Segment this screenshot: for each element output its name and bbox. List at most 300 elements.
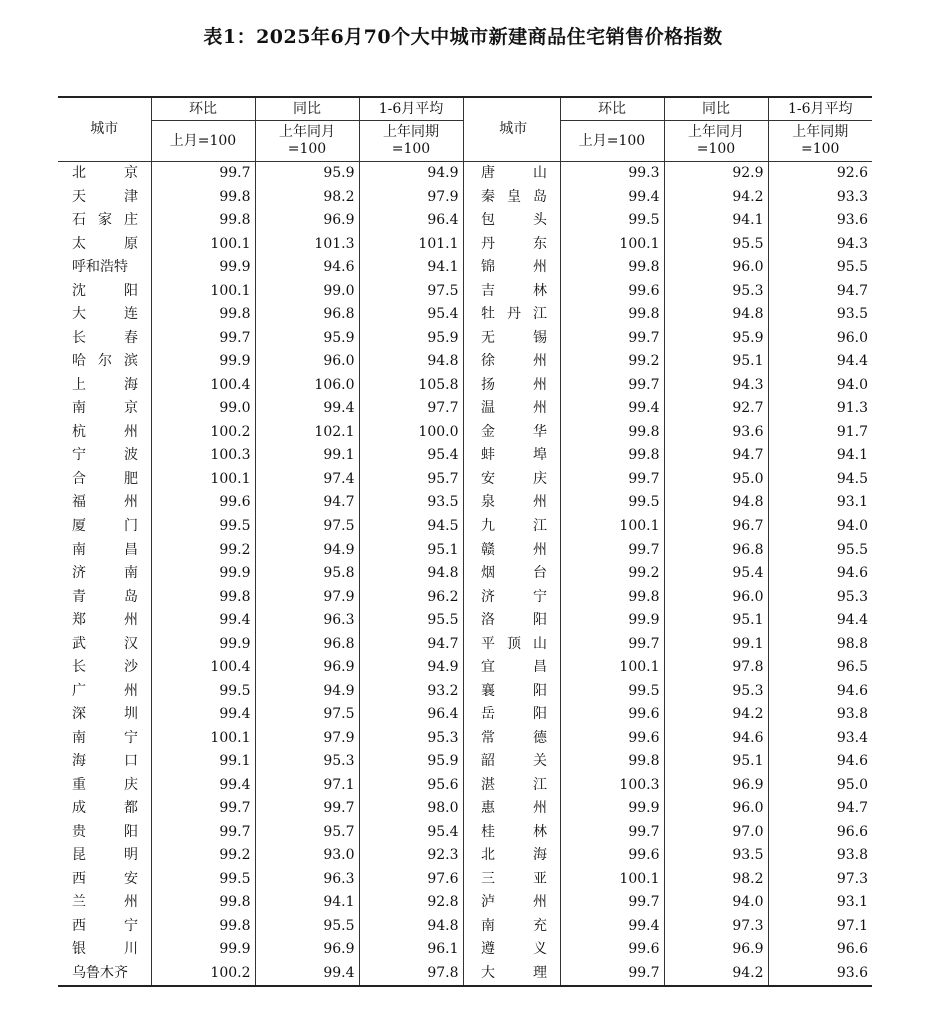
avg-value-right: 96.5	[768, 656, 872, 680]
city-name-right: 丹 东	[481, 235, 547, 252]
city-name-right: 惠 州	[481, 800, 547, 817]
table-row	[58, 327, 872, 351]
mom-value-right: 99.8	[560, 256, 664, 280]
yoy-value-left: 94.9	[255, 679, 359, 703]
header-avg-base-right: 上年同期 =100	[768, 121, 872, 162]
avg-value-right: 96.6	[768, 820, 872, 844]
city-name-right: 三 亚	[481, 870, 547, 887]
yoy-value-right: 95.0	[664, 468, 768, 492]
avg-value-right: 93.8	[768, 703, 872, 727]
table-row	[58, 538, 872, 562]
avg-value-left: 94.9	[359, 162, 463, 186]
yoy-value-right: 96.0	[664, 585, 768, 609]
avg-value-left: 94.8	[359, 562, 463, 586]
table-row	[58, 797, 872, 821]
page-title: 表1：2025年6月70个大中城市新建商品住宅销售价格指数	[203, 26, 723, 48]
table-row	[58, 186, 872, 210]
header-yoy-base-right: 上年同月 =100	[664, 121, 768, 162]
yoy-value-left: 99.7	[255, 797, 359, 821]
mom-value-right: 99.6	[560, 726, 664, 750]
city-name-right: 宜 昌	[481, 659, 547, 676]
avg-value-left: 97.7	[359, 397, 463, 421]
yoy-value-left: 98.2	[255, 186, 359, 210]
avg-value-right: 94.7	[768, 280, 872, 304]
mom-value-right: 99.8	[560, 444, 664, 468]
avg-value-left: 95.9	[359, 750, 463, 774]
header-mom-base-right: 上月=100	[560, 121, 664, 162]
mom-value-right: 99.4	[560, 915, 664, 939]
avg-value-right: 93.1	[768, 491, 872, 515]
yoy-value-right: 95.3	[664, 679, 768, 703]
avg-value-left: 95.9	[359, 327, 463, 351]
mom-value-left: 99.7	[151, 797, 255, 821]
city-name-left: 青 岛	[72, 588, 138, 605]
mom-value-left: 100.3	[151, 444, 255, 468]
table-row	[58, 632, 872, 656]
avg-value-right: 93.5	[768, 303, 872, 327]
mom-value-right: 100.1	[560, 656, 664, 680]
yoy-value-right: 97.3	[664, 915, 768, 939]
mom-value-left: 99.9	[151, 256, 255, 280]
yoy-value-left: 94.6	[255, 256, 359, 280]
city-name-right: 岳 阳	[481, 706, 547, 723]
mom-value-right: 99.7	[560, 374, 664, 398]
table-row	[58, 773, 872, 797]
table-row	[58, 820, 872, 844]
yoy-value-left: 106.0	[255, 374, 359, 398]
mom-value-left: 99.7	[151, 162, 255, 186]
mom-value-left: 99.8	[151, 209, 255, 233]
mom-value-right: 99.2	[560, 350, 664, 374]
mom-value-left: 100.4	[151, 656, 255, 680]
city-name-right: 赣 州	[481, 541, 547, 558]
avg-value-left: 105.8	[359, 374, 463, 398]
yoy-value-left: 96.3	[255, 609, 359, 633]
avg-value-right: 91.7	[768, 421, 872, 445]
yoy-value-left: 96.8	[255, 632, 359, 656]
avg-value-right: 95.3	[768, 585, 872, 609]
city-name-left: 重 庆	[72, 776, 138, 793]
avg-value-left: 96.4	[359, 209, 463, 233]
city-name-left: 海 口	[72, 753, 138, 770]
city-name-left: 成 都	[72, 800, 138, 817]
city-name-left: 兰 州	[72, 894, 138, 911]
table-row	[58, 491, 872, 515]
avg-value-left: 97.8	[359, 962, 463, 987]
mom-value-left: 100.1	[151, 468, 255, 492]
city-name-left: 银 川	[72, 941, 138, 958]
yoy-value-left: 99.1	[255, 444, 359, 468]
mom-value-right: 99.8	[560, 585, 664, 609]
city-name-left: 合 肥	[72, 470, 138, 487]
mom-value-left: 100.1	[151, 280, 255, 304]
city-name-left: 福 州	[72, 494, 138, 511]
mom-value-right: 99.9	[560, 609, 664, 633]
city-name-left: 武 汉	[72, 635, 138, 652]
mom-value-left: 99.4	[151, 703, 255, 727]
city-name-left: 贵 阳	[72, 823, 138, 840]
yoy-value-left: 99.0	[255, 280, 359, 304]
avg-value-left: 93.5	[359, 491, 463, 515]
yoy-value-left: 97.9	[255, 585, 359, 609]
avg-value-left: 94.8	[359, 350, 463, 374]
yoy-value-left: 95.9	[255, 162, 359, 186]
avg-value-left: 92.8	[359, 891, 463, 915]
table-body	[58, 162, 872, 987]
city-name-left: 石 家 庄	[72, 212, 138, 229]
table-row	[58, 867, 872, 891]
yoy-value-right: 96.0	[664, 797, 768, 821]
city-name-left: 深 圳	[72, 706, 138, 723]
avg-value-right: 93.6	[768, 209, 872, 233]
yoy-value-left: 96.9	[255, 938, 359, 962]
yoy-value-left: 99.4	[255, 962, 359, 987]
city-name-right: 大 理	[467, 962, 560, 987]
mom-value-right: 99.8	[560, 421, 664, 445]
avg-value-right: 94.6	[768, 750, 872, 774]
yoy-value-right: 96.9	[664, 938, 768, 962]
avg-value-right: 94.4	[768, 350, 872, 374]
yoy-value-right: 95.3	[664, 280, 768, 304]
avg-value-left: 95.6	[359, 773, 463, 797]
mom-value-right: 99.7	[560, 327, 664, 351]
avg-value-right: 96.6	[768, 938, 872, 962]
avg-value-left: 97.6	[359, 867, 463, 891]
mom-value-right: 99.6	[560, 844, 664, 868]
mom-value-right: 99.6	[560, 938, 664, 962]
mom-value-left: 99.4	[151, 609, 255, 633]
mom-value-right: 99.7	[560, 468, 664, 492]
mom-value-left: 99.2	[151, 538, 255, 562]
mom-value-left: 99.8	[151, 186, 255, 210]
mom-value-left: 99.8	[151, 915, 255, 939]
table-row	[58, 562, 872, 586]
yoy-value-right: 98.2	[664, 867, 768, 891]
yoy-value-left: 97.1	[255, 773, 359, 797]
city-name-right: 锦 州	[481, 259, 547, 276]
avg-value-left: 96.1	[359, 938, 463, 962]
table-row	[58, 703, 872, 727]
header-mom-right: 环比	[560, 97, 664, 121]
yoy-value-left: 93.0	[255, 844, 359, 868]
mom-value-right: 99.7	[560, 632, 664, 656]
yoy-value-left: 96.9	[255, 209, 359, 233]
city-name-right: 无 锡	[481, 329, 547, 346]
city-name-right: 扬 州	[481, 376, 547, 393]
mom-value-right: 99.2	[560, 562, 664, 586]
header-mom-left: 环比	[151, 97, 255, 121]
city-name-left: 西 宁	[72, 917, 138, 934]
yoy-value-left: 95.8	[255, 562, 359, 586]
mom-value-left: 99.8	[151, 891, 255, 915]
city-name-left: 长 沙	[72, 659, 138, 676]
city-name-right: 徐 州	[481, 353, 547, 370]
city-name-right: 北 海	[481, 847, 547, 864]
city-name-right: 湛 江	[481, 776, 547, 793]
table-row	[58, 609, 872, 633]
mom-value-right: 100.1	[560, 233, 664, 257]
mom-value-right: 99.7	[560, 538, 664, 562]
city-name-right: 温 州	[481, 400, 547, 417]
header-avg-right: 1-6月平均	[768, 97, 872, 121]
city-name-right: 唐 山	[481, 165, 547, 182]
city-name-left: 杭 州	[72, 423, 138, 440]
yoy-value-right: 97.8	[664, 656, 768, 680]
mom-value-left: 99.6	[151, 491, 255, 515]
city-name-left: 宁 波	[72, 447, 138, 464]
avg-value-left: 94.8	[359, 915, 463, 939]
avg-value-right: 94.6	[768, 562, 872, 586]
table-row	[58, 726, 872, 750]
yoy-value-right: 94.6	[664, 726, 768, 750]
avg-value-left: 98.0	[359, 797, 463, 821]
header-yoy-left: 同比	[255, 97, 359, 121]
city-name-left: 昆 明	[72, 847, 138, 864]
avg-value-left: 95.3	[359, 726, 463, 750]
city-name-right: 洛 阳	[481, 612, 547, 629]
mom-value-right: 99.9	[560, 797, 664, 821]
mom-value-right: 99.6	[560, 703, 664, 727]
city-name-right: 常 德	[481, 729, 547, 746]
yoy-value-right: 94.7	[664, 444, 768, 468]
table-row	[58, 515, 872, 539]
yoy-value-left: 99.4	[255, 397, 359, 421]
yoy-value-left: 97.5	[255, 703, 359, 727]
mom-value-right: 99.5	[560, 491, 664, 515]
city-name-right: 泉 州	[481, 494, 547, 511]
mom-value-right: 100.1	[560, 515, 664, 539]
avg-value-left: 101.1	[359, 233, 463, 257]
avg-value-right: 93.1	[768, 891, 872, 915]
avg-value-right: 95.0	[768, 773, 872, 797]
table-row	[58, 962, 872, 987]
table-row	[58, 891, 872, 915]
yoy-value-right: 94.2	[664, 703, 768, 727]
yoy-value-right: 94.3	[664, 374, 768, 398]
yoy-value-left: 95.9	[255, 327, 359, 351]
header-city-right: 城市	[467, 97, 560, 162]
city-name-right: 秦 皇 岛	[481, 188, 547, 205]
yoy-value-left: 97.4	[255, 468, 359, 492]
mom-value-right: 100.3	[560, 773, 664, 797]
city-name-left: 天 津	[72, 188, 138, 205]
yoy-value-right: 94.8	[664, 303, 768, 327]
yoy-value-left: 96.8	[255, 303, 359, 327]
mom-value-left: 99.7	[151, 327, 255, 351]
yoy-value-left: 95.7	[255, 820, 359, 844]
mom-value-right: 99.8	[560, 303, 664, 327]
yoy-value-left: 95.5	[255, 915, 359, 939]
table-row	[58, 844, 872, 868]
table-row	[58, 750, 872, 774]
avg-value-right: 92.6	[768, 162, 872, 186]
yoy-value-right: 95.1	[664, 350, 768, 374]
city-name-left: 济 南	[72, 565, 138, 582]
city-name-right: 南 充	[481, 917, 547, 934]
mom-value-left: 100.1	[151, 726, 255, 750]
avg-value-right: 95.5	[768, 538, 872, 562]
city-name-left: 广 州	[72, 682, 138, 699]
avg-value-left: 95.7	[359, 468, 463, 492]
yoy-value-right: 96.8	[664, 538, 768, 562]
yoy-value-right: 96.7	[664, 515, 768, 539]
avg-value-left: 95.4	[359, 820, 463, 844]
mom-value-left: 99.5	[151, 679, 255, 703]
yoy-value-left: 96.0	[255, 350, 359, 374]
mom-value-left: 99.9	[151, 350, 255, 374]
city-name-left: 南 京	[72, 400, 138, 417]
avg-value-left: 94.7	[359, 632, 463, 656]
table-row	[58, 397, 872, 421]
city-name-left: 沈 阳	[72, 282, 138, 299]
yoy-value-left: 97.9	[255, 726, 359, 750]
city-name-right: 平 顶 山	[481, 635, 547, 652]
avg-value-left: 94.5	[359, 515, 463, 539]
avg-value-right: 94.4	[768, 609, 872, 633]
city-name-left: 长 春	[72, 329, 138, 346]
avg-value-right: 93.3	[768, 186, 872, 210]
yoy-value-right: 93.6	[664, 421, 768, 445]
city-name-right: 遵 义	[481, 941, 547, 958]
avg-value-left: 100.0	[359, 421, 463, 445]
avg-value-left: 94.9	[359, 656, 463, 680]
city-name-right: 襄 阳	[481, 682, 547, 699]
table-row	[58, 303, 872, 327]
yoy-value-right: 96.9	[664, 773, 768, 797]
mom-value-right: 99.5	[560, 209, 664, 233]
city-name-left: 西 安	[72, 870, 138, 887]
avg-value-right: 93.4	[768, 726, 872, 750]
avg-value-right: 91.3	[768, 397, 872, 421]
yoy-value-right: 94.1	[664, 209, 768, 233]
avg-value-left: 92.3	[359, 844, 463, 868]
city-name-right: 济 宁	[481, 588, 547, 605]
mom-value-left: 99.9	[151, 562, 255, 586]
avg-value-right: 94.3	[768, 233, 872, 257]
avg-value-right: 94.6	[768, 679, 872, 703]
header-mom-base-left: 上月=100	[151, 121, 255, 162]
yoy-value-right: 92.9	[664, 162, 768, 186]
avg-value-right: 95.5	[768, 256, 872, 280]
mom-value-right: 99.4	[560, 186, 664, 210]
mom-value-left: 99.7	[151, 820, 255, 844]
mom-value-right: 99.8	[560, 750, 664, 774]
mom-value-left: 100.4	[151, 374, 255, 398]
mom-value-right: 99.5	[560, 679, 664, 703]
yoy-value-left: 95.3	[255, 750, 359, 774]
table-row	[58, 421, 872, 445]
city-name-left: 乌 鲁 木 齐	[58, 962, 151, 987]
avg-value-right: 94.0	[768, 374, 872, 398]
mom-value-left: 99.5	[151, 515, 255, 539]
yoy-value-right: 95.9	[664, 327, 768, 351]
city-name-right: 包 头	[481, 212, 547, 229]
city-name-left: 南 昌	[72, 541, 138, 558]
city-name-left: 上 海	[72, 376, 138, 393]
yoy-value-left: 102.1	[255, 421, 359, 445]
city-name-right: 泸 州	[481, 894, 547, 911]
yoy-value-right: 94.2	[664, 186, 768, 210]
table-row	[58, 679, 872, 703]
avg-value-right: 97.1	[768, 915, 872, 939]
avg-value-left: 95.4	[359, 444, 463, 468]
city-name-left: 大 连	[72, 306, 138, 323]
city-name-right: 韶 关	[481, 753, 547, 770]
mom-value-left: 99.2	[151, 844, 255, 868]
city-name-left: 厦 门	[72, 517, 138, 534]
mom-value-right: 99.7	[560, 962, 664, 987]
yoy-value-left: 94.1	[255, 891, 359, 915]
yoy-value-right: 95.1	[664, 609, 768, 633]
table-row	[58, 468, 872, 492]
table-row	[58, 656, 872, 680]
city-name-right: 安 庆	[481, 470, 547, 487]
header-avg-base-left: 上年同期 =100	[359, 121, 463, 162]
city-name-right: 牡 丹 江	[481, 306, 547, 323]
avg-value-left: 95.1	[359, 538, 463, 562]
avg-value-right: 94.0	[768, 515, 872, 539]
avg-value-left: 97.5	[359, 280, 463, 304]
avg-value-left: 96.4	[359, 703, 463, 727]
avg-value-right: 93.6	[768, 962, 872, 987]
table-row	[58, 256, 872, 280]
mom-value-left: 99.1	[151, 750, 255, 774]
city-name-right: 蚌 埠	[481, 447, 547, 464]
mom-value-left: 99.4	[151, 773, 255, 797]
yoy-value-left: 94.7	[255, 491, 359, 515]
table-row	[58, 233, 872, 257]
avg-value-right: 94.5	[768, 468, 872, 492]
table-row	[58, 209, 872, 233]
yoy-value-right: 94.2	[664, 962, 768, 987]
avg-value-right: 94.7	[768, 797, 872, 821]
table-row	[58, 444, 872, 468]
mom-value-left: 100.1	[151, 233, 255, 257]
city-name-left: 郑 州	[72, 612, 138, 629]
avg-value-right: 98.8	[768, 632, 872, 656]
city-name-left: 哈 尔 滨	[72, 353, 138, 370]
header-avg-left: 1-6月平均	[359, 97, 463, 121]
avg-value-right: 97.3	[768, 867, 872, 891]
city-name-right: 烟 台	[481, 565, 547, 582]
avg-value-left: 97.9	[359, 186, 463, 210]
mom-value-left: 99.9	[151, 938, 255, 962]
mom-value-left: 100.2	[151, 962, 255, 987]
yoy-value-right: 94.8	[664, 491, 768, 515]
header-yoy-right: 同比	[664, 97, 768, 121]
yoy-value-left: 97.5	[255, 515, 359, 539]
avg-value-left: 94.1	[359, 256, 463, 280]
table-row	[58, 350, 872, 374]
yoy-value-right: 92.7	[664, 397, 768, 421]
mom-value-left: 99.0	[151, 397, 255, 421]
table-row	[58, 162, 872, 186]
yoy-value-left: 101.3	[255, 233, 359, 257]
yoy-value-right: 99.1	[664, 632, 768, 656]
city-name-right: 桂 林	[481, 823, 547, 840]
table-row	[58, 374, 872, 398]
table-row	[58, 585, 872, 609]
city-name-left: 太 原	[72, 235, 138, 252]
mom-value-right: 100.1	[560, 867, 664, 891]
avg-value-right: 96.0	[768, 327, 872, 351]
avg-value-left: 93.2	[359, 679, 463, 703]
yoy-value-right: 96.0	[664, 256, 768, 280]
yoy-value-right: 95.5	[664, 233, 768, 257]
mom-value-left: 99.8	[151, 303, 255, 327]
city-name-left: 北 京	[72, 165, 138, 182]
mom-value-right: 99.3	[560, 162, 664, 186]
